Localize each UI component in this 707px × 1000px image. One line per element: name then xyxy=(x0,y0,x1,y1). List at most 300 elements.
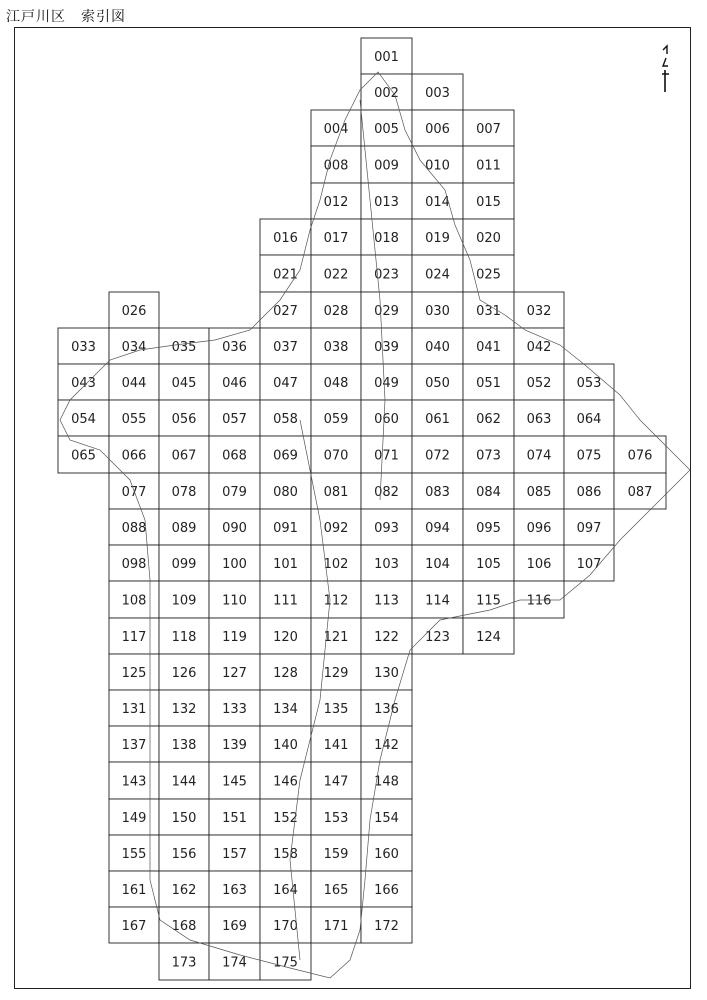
map-sheet-059[interactable] xyxy=(311,400,361,436)
map-sheet-075[interactable] xyxy=(564,436,614,473)
map-sheet-040[interactable] xyxy=(412,328,463,364)
map-sheet-number: 140 xyxy=(273,738,298,753)
map-sheet-018[interactable] xyxy=(361,219,412,255)
map-sheet-090[interactable] xyxy=(209,509,260,545)
map-sheet-number: 032 xyxy=(526,304,552,319)
map-sheet-number: 045 xyxy=(171,376,197,391)
map-sheet-145[interactable] xyxy=(209,762,260,799)
map-sheet-047[interactable] xyxy=(260,364,311,400)
map-sheet-113[interactable] xyxy=(361,581,412,618)
map-sheet-028[interactable] xyxy=(311,292,361,328)
map-sheet-number: 100 xyxy=(222,557,247,572)
map-sheet-number: 134 xyxy=(273,702,298,717)
map-sheet-062[interactable] xyxy=(463,400,514,436)
map-sheet-170[interactable] xyxy=(260,907,311,943)
map-sheet-163[interactable] xyxy=(209,871,260,907)
map-sheet-015[interactable] xyxy=(463,183,514,219)
map-sheet-number: 167 xyxy=(121,919,147,934)
map-sheet-024[interactable] xyxy=(412,255,463,292)
map-sheet-032[interactable] xyxy=(514,292,564,328)
map-sheet-118[interactable] xyxy=(159,618,209,654)
map-sheet-157[interactable] xyxy=(209,835,260,871)
map-sheet-number: 003 xyxy=(425,86,450,101)
map-sheet-166[interactable] xyxy=(361,871,412,907)
map-sheet-050[interactable] xyxy=(412,364,463,400)
map-sheet-126[interactable] xyxy=(159,654,209,690)
map-sheet-168[interactable] xyxy=(159,907,209,943)
map-sheet-number: 143 xyxy=(121,774,147,790)
map-sheet-number: 086 xyxy=(576,485,602,500)
map-sheet-143[interactable] xyxy=(109,762,159,799)
map-sheet-108[interactable] xyxy=(109,581,159,618)
map-sheet-055[interactable] xyxy=(109,400,159,436)
map-sheet-017[interactable] xyxy=(311,219,361,255)
map-sheet-089[interactable] xyxy=(159,509,209,545)
map-sheet-010[interactable] xyxy=(412,146,463,183)
map-sheet-072[interactable] xyxy=(412,436,463,473)
map-sheet-009[interactable] xyxy=(361,146,412,183)
map-sheet-number: 025 xyxy=(476,267,501,283)
map-sheet-number: 068 xyxy=(222,448,247,464)
map-sheet-number: 019 xyxy=(425,231,450,246)
map-sheet-083[interactable] xyxy=(412,473,463,509)
map-sheet-104[interactable] xyxy=(412,545,463,581)
map-sheet-131[interactable] xyxy=(109,690,159,726)
map-sheet-120[interactable] xyxy=(260,618,311,654)
map-sheet-number: 159 xyxy=(323,847,349,862)
map-sheet-number: 056 xyxy=(171,412,197,427)
map-sheet-056[interactable] xyxy=(159,400,209,436)
map-sheet-number: 053 xyxy=(576,376,602,391)
map-sheet-066[interactable] xyxy=(109,436,159,473)
map-sheet-037[interactable] xyxy=(260,328,311,364)
map-sheet-150[interactable] xyxy=(159,799,209,835)
map-sheet-number: 112 xyxy=(323,593,349,609)
map-sheet-036[interactable] xyxy=(209,328,260,364)
map-sheet-087[interactable] xyxy=(614,473,666,509)
map-sheet-number: 092 xyxy=(323,521,349,536)
map-sheet-number: 048 xyxy=(323,376,349,391)
map-sheet-number: 095 xyxy=(476,521,501,536)
map-sheet-number: 113 xyxy=(374,593,399,609)
map-sheet-045[interactable] xyxy=(159,364,209,400)
map-sheet-080[interactable] xyxy=(260,473,311,509)
map-sheet-164[interactable] xyxy=(260,871,311,907)
map-sheet-number: 038 xyxy=(323,340,349,355)
map-sheet-049[interactable] xyxy=(361,364,412,400)
map-sheet-123[interactable] xyxy=(412,618,463,654)
map-sheet-136[interactable] xyxy=(361,690,412,726)
map-sheet-number: 160 xyxy=(374,847,399,862)
map-sheet-number: 144 xyxy=(171,774,197,790)
map-sheet-114[interactable] xyxy=(412,581,463,618)
map-sheet-number: 101 xyxy=(273,557,298,572)
map-sheet-161[interactable] xyxy=(109,871,159,907)
map-sheet-number: 158 xyxy=(273,847,298,862)
map-sheet-097[interactable] xyxy=(564,509,614,545)
map-sheet-number: 062 xyxy=(476,412,501,427)
map-sheet-130[interactable] xyxy=(361,654,412,690)
map-sheet-number: 058 xyxy=(273,412,298,427)
map-sheet-number: 013 xyxy=(374,195,399,210)
map-sheet-169[interactable] xyxy=(209,907,260,943)
map-sheet-086[interactable] xyxy=(564,473,614,509)
map-sheet-020[interactable] xyxy=(463,219,514,255)
map-sheet-number: 124 xyxy=(476,630,501,645)
map-sheet-number: 017 xyxy=(323,231,349,246)
map-sheet-091[interactable] xyxy=(260,509,311,545)
map-sheet-051[interactable] xyxy=(463,364,514,400)
map-sheet-044[interactable] xyxy=(109,364,159,400)
map-sheet-number: 165 xyxy=(323,883,349,898)
map-sheet-number: 071 xyxy=(374,448,399,464)
map-sheet-128[interactable] xyxy=(260,654,311,690)
map-sheet-number: 099 xyxy=(171,557,197,572)
map-sheet-173[interactable] xyxy=(159,943,209,980)
map-sheet-140[interactable] xyxy=(260,726,311,762)
map-sheet-105[interactable] xyxy=(463,545,514,581)
map-sheet-084[interactable] xyxy=(463,473,514,509)
map-sheet-number: 001 xyxy=(374,50,399,65)
map-sheet-number: 155 xyxy=(121,847,147,862)
map-sheet-number: 005 xyxy=(374,122,399,137)
map-sheet-number: 138 xyxy=(171,738,197,753)
map-sheet-number: 030 xyxy=(425,304,450,319)
map-sheet-number: 162 xyxy=(171,883,197,898)
map-sheet-number: 149 xyxy=(121,811,147,826)
map-sheet-number: 083 xyxy=(425,485,450,500)
map-sheet-019[interactable] xyxy=(412,219,463,255)
map-sheet-172[interactable] xyxy=(361,907,412,943)
map-sheet-number: 016 xyxy=(273,231,298,246)
map-sheet-number: 075 xyxy=(576,448,602,464)
map-sheet-number: 148 xyxy=(374,774,399,790)
map-sheet-098[interactable] xyxy=(109,545,159,581)
map-sheet-175[interactable] xyxy=(260,943,311,980)
map-sheet-number: 089 xyxy=(171,521,197,536)
map-sheet-number: 072 xyxy=(425,448,450,464)
map-sheet-068[interactable] xyxy=(209,436,260,473)
map-sheet-002[interactable] xyxy=(361,74,412,110)
map-sheet-number: 105 xyxy=(476,557,501,572)
map-sheet-057[interactable] xyxy=(209,400,260,436)
map-sheet-number: 010 xyxy=(425,158,450,174)
map-sheet-029[interactable] xyxy=(361,292,412,328)
map-sheet-155[interactable] xyxy=(109,835,159,871)
map-sheet-031[interactable] xyxy=(463,292,514,328)
map-sheet-074[interactable] xyxy=(514,436,564,473)
map-sheet-124[interactable] xyxy=(463,618,514,654)
map-sheet-092[interactable] xyxy=(311,509,361,545)
map-sheet-number: 117 xyxy=(121,630,147,645)
map-sheet-154[interactable] xyxy=(361,799,412,835)
map-sheet-number: 157 xyxy=(222,847,247,862)
map-sheet-156[interactable] xyxy=(159,835,209,871)
map-sheet-number: 087 xyxy=(627,485,653,500)
map-sheet-078[interactable] xyxy=(159,473,209,509)
map-sheet-144[interactable] xyxy=(159,762,209,799)
map-sheet-048[interactable] xyxy=(311,364,361,400)
map-sheet-133[interactable] xyxy=(209,690,260,726)
map-sheet-number: 147 xyxy=(323,774,349,790)
map-sheet-number: 111 xyxy=(273,593,298,609)
map-sheet-165[interactable] xyxy=(311,871,361,907)
map-sheet-number: 136 xyxy=(374,702,399,717)
map-sheet-number: 170 xyxy=(273,919,298,934)
map-sheet-038[interactable] xyxy=(311,328,361,364)
map-sheet-073[interactable] xyxy=(463,436,514,473)
map-sheet-number: 161 xyxy=(121,883,147,898)
map-sheet-095[interactable] xyxy=(463,509,514,545)
map-sheet-number: 002 xyxy=(374,86,399,101)
map-sheet-number: 114 xyxy=(425,593,450,609)
map-sheet-071[interactable] xyxy=(361,436,412,473)
map-sheet-127[interactable] xyxy=(209,654,260,690)
map-sheet-number: 142 xyxy=(374,738,399,753)
map-sheet-141[interactable] xyxy=(311,726,361,762)
map-sheet-014[interactable] xyxy=(412,183,463,219)
map-sheet-number: 097 xyxy=(576,521,602,536)
map-sheet-number: 073 xyxy=(476,448,501,464)
map-sheet-number: 040 xyxy=(425,340,450,355)
map-sheet-011[interactable] xyxy=(463,146,514,183)
map-sheet-number: 077 xyxy=(121,485,147,500)
map-sheet-137[interactable] xyxy=(109,726,159,762)
map-sheet-number: 125 xyxy=(121,666,147,681)
map-sheet-number: 133 xyxy=(222,702,247,717)
map-sheet-135[interactable] xyxy=(311,690,361,726)
map-sheet-162[interactable] xyxy=(159,871,209,907)
map-sheet-number: 108 xyxy=(121,593,147,609)
map-sheet-number: 011 xyxy=(476,158,501,174)
map-sheet-110[interactable] xyxy=(209,581,260,618)
map-sheet-158[interactable] xyxy=(260,835,311,871)
map-sheet-number: 051 xyxy=(476,376,501,391)
map-sheet-number: 026 xyxy=(121,304,147,319)
map-sheet-053[interactable] xyxy=(564,364,614,400)
map-sheet-number: 023 xyxy=(374,267,399,283)
map-sheet-number: 118 xyxy=(171,630,197,645)
map-sheet-004[interactable] xyxy=(311,110,361,146)
map-sheet-number: 052 xyxy=(526,376,552,391)
map-sheet-112[interactable] xyxy=(311,581,361,618)
map-sheet-number: 014 xyxy=(425,195,450,210)
map-sheet-021[interactable] xyxy=(260,255,311,292)
map-sheet-039[interactable] xyxy=(361,328,412,364)
map-sheet-102[interactable] xyxy=(311,545,361,581)
map-sheet-number: 110 xyxy=(222,593,247,609)
map-sheet-103[interactable] xyxy=(361,545,412,581)
map-sheet-023[interactable] xyxy=(361,255,412,292)
map-sheet-070[interactable] xyxy=(311,436,361,473)
map-sheet-065[interactable] xyxy=(58,436,109,473)
map-sheet-079[interactable] xyxy=(209,473,260,509)
map-sheet-number: 109 xyxy=(171,593,197,609)
map-sheet-139[interactable] xyxy=(209,726,260,762)
map-sheet-number: 088 xyxy=(121,521,147,536)
map-sheet-number: 127 xyxy=(222,666,247,681)
map-sheet-149[interactable] xyxy=(109,799,159,835)
map-sheet-number: 115 xyxy=(476,593,501,609)
map-sheet-number: 121 xyxy=(323,630,349,645)
map-sheet-153[interactable] xyxy=(311,799,361,835)
map-sheet-number: 063 xyxy=(526,412,552,427)
map-sheet-number: 007 xyxy=(476,122,501,137)
map-sheet-027[interactable] xyxy=(260,292,311,328)
map-sheet-number: 102 xyxy=(323,557,349,572)
map-sheet-number: 057 xyxy=(222,412,247,427)
map-sheet-042[interactable] xyxy=(514,328,564,364)
map-sheet-134[interactable] xyxy=(260,690,311,726)
map-sheet-number: 064 xyxy=(576,412,602,427)
map-sheet-096[interactable] xyxy=(514,509,564,545)
map-sheet-052[interactable] xyxy=(514,364,564,400)
map-sheet-number: 093 xyxy=(374,521,399,536)
map-sheet-number: 074 xyxy=(526,448,552,464)
map-sheet-125[interactable] xyxy=(109,654,159,690)
map-sheet-number: 126 xyxy=(171,666,197,681)
map-sheet-number: 174 xyxy=(222,955,247,971)
map-sheet-number: 080 xyxy=(273,485,298,500)
map-sheet-number: 036 xyxy=(222,340,247,355)
map-sheet-116[interactable] xyxy=(514,581,564,618)
map-sheet-number: 047 xyxy=(273,376,298,391)
map-sheet-number: 004 xyxy=(323,122,349,137)
map-sheet-number: 049 xyxy=(374,376,399,391)
map-sheet-number: 169 xyxy=(222,919,247,934)
map-sheet-171[interactable] xyxy=(311,907,361,943)
map-sheet-058[interactable] xyxy=(260,400,311,436)
map-sheet-088[interactable] xyxy=(109,509,159,545)
map-sheet-number: 028 xyxy=(323,304,349,319)
map-sheet-109[interactable] xyxy=(159,581,209,618)
map-sheet-117[interactable] xyxy=(109,618,159,654)
map-sheet-064[interactable] xyxy=(564,400,614,436)
map-sheet-100[interactable] xyxy=(209,545,260,581)
map-sheet-number: 150 xyxy=(171,811,197,826)
map-sheet-number: 012 xyxy=(323,195,349,210)
map-sheet-174[interactable] xyxy=(209,943,260,980)
map-sheet-007[interactable] xyxy=(463,110,514,146)
map-sheet-094[interactable] xyxy=(412,509,463,545)
map-sheet-number: 029 xyxy=(374,304,399,319)
map-sheet-046[interactable] xyxy=(209,364,260,400)
map-sheet-030[interactable] xyxy=(412,292,463,328)
map-sheet-number: 037 xyxy=(273,340,298,355)
map-sheet-121[interactable] xyxy=(311,618,361,654)
map-sheet-008[interactable] xyxy=(311,146,361,183)
map-sheet-152[interactable] xyxy=(260,799,311,835)
map-sheet-012[interactable] xyxy=(311,183,361,219)
map-sheet-132[interactable] xyxy=(159,690,209,726)
map-sheet-069[interactable] xyxy=(260,436,311,473)
map-sheet-number: 123 xyxy=(425,630,450,645)
map-sheet-number: 129 xyxy=(323,666,349,681)
map-sheet-167[interactable] xyxy=(109,907,159,943)
page-title: 江戸川区 索引図 xyxy=(6,9,126,25)
map-sheet-041[interactable] xyxy=(463,328,514,364)
map-sheet-number: 082 xyxy=(374,485,399,500)
map-sheet-081[interactable] xyxy=(311,473,361,509)
map-sheet-number: 090 xyxy=(222,521,247,536)
map-sheet-number: 146 xyxy=(273,774,298,790)
map-sheet-067[interactable] xyxy=(159,436,209,473)
map-sheet-003[interactable] xyxy=(412,74,463,110)
map-sheet-number: 139 xyxy=(222,738,247,753)
map-sheet-number: 059 xyxy=(323,412,349,427)
map-sheet-number: 079 xyxy=(222,485,247,500)
map-sheet-number: 043 xyxy=(71,376,96,391)
map-sheet-number: 046 xyxy=(222,376,247,391)
map-sheet-142[interactable] xyxy=(361,726,412,762)
map-sheet-063[interactable] xyxy=(514,400,564,436)
map-sheet-number: 054 xyxy=(71,412,96,427)
map-sheet-119[interactable] xyxy=(209,618,260,654)
map-sheet-number: 067 xyxy=(171,448,197,464)
map-sheet-number: 041 xyxy=(476,340,501,355)
map-sheet-033[interactable] xyxy=(58,328,109,364)
map-sheet-111[interactable] xyxy=(260,581,311,618)
map-sheet-093[interactable] xyxy=(361,509,412,545)
north-arrow-icon xyxy=(655,44,675,104)
map-sheet-number: 137 xyxy=(121,738,147,753)
map-sheet-138[interactable] xyxy=(159,726,209,762)
map-sheet-106[interactable] xyxy=(514,545,564,581)
map-sheet-001[interactable] xyxy=(361,38,412,74)
map-sheet-026[interactable] xyxy=(109,292,159,328)
map-sheet-number: 085 xyxy=(526,485,552,500)
map-sheet-043[interactable] xyxy=(58,364,109,400)
map-sheet-148[interactable] xyxy=(361,762,412,799)
map-sheet-115[interactable] xyxy=(463,581,514,618)
map-sheet-number: 175 xyxy=(273,955,298,971)
map-sheet-085[interactable] xyxy=(514,473,564,509)
map-sheet-number: 132 xyxy=(171,702,197,717)
map-sheet-number: 119 xyxy=(222,630,247,645)
map-sheet-number: 098 xyxy=(121,557,147,572)
map-sheet-number: 116 xyxy=(526,593,552,609)
map-sheet-number: 106 xyxy=(526,557,552,572)
map-sheet-025[interactable] xyxy=(463,255,514,292)
map-sheet-number: 050 xyxy=(425,376,450,391)
map-sheet-number: 094 xyxy=(425,521,450,536)
map-sheet-159[interactable] xyxy=(311,835,361,871)
map-sheet-016[interactable] xyxy=(260,219,311,255)
map-sheet-number: 070 xyxy=(323,448,349,464)
map-sheet-101[interactable] xyxy=(260,545,311,581)
map-sheet-number: 076 xyxy=(627,448,653,464)
map-sheet-number: 104 xyxy=(425,557,450,572)
map-sheet-number: 152 xyxy=(273,811,298,826)
map-sheet-number: 009 xyxy=(374,158,399,174)
map-sheet-number: 107 xyxy=(576,557,602,572)
map-sheet-151[interactable] xyxy=(209,799,260,835)
map-sheet-number: 154 xyxy=(374,811,399,826)
map-sheet-006[interactable] xyxy=(412,110,463,146)
map-sheet-099[interactable] xyxy=(159,545,209,581)
map-sheet-147[interactable] xyxy=(311,762,361,799)
map-sheet-022[interactable] xyxy=(311,255,361,292)
map-sheet-122[interactable] xyxy=(361,618,412,654)
map-sheet-082[interactable] xyxy=(361,473,412,509)
map-sheet-076[interactable] xyxy=(614,436,666,473)
map-sheet-061[interactable] xyxy=(412,400,463,436)
map-sheet-060[interactable] xyxy=(361,400,412,436)
map-sheet-129[interactable] xyxy=(311,654,361,690)
map-sheet-034[interactable] xyxy=(109,328,159,364)
map-sheet-number: 060 xyxy=(374,412,399,427)
map-sheet-number: 020 xyxy=(476,231,501,246)
